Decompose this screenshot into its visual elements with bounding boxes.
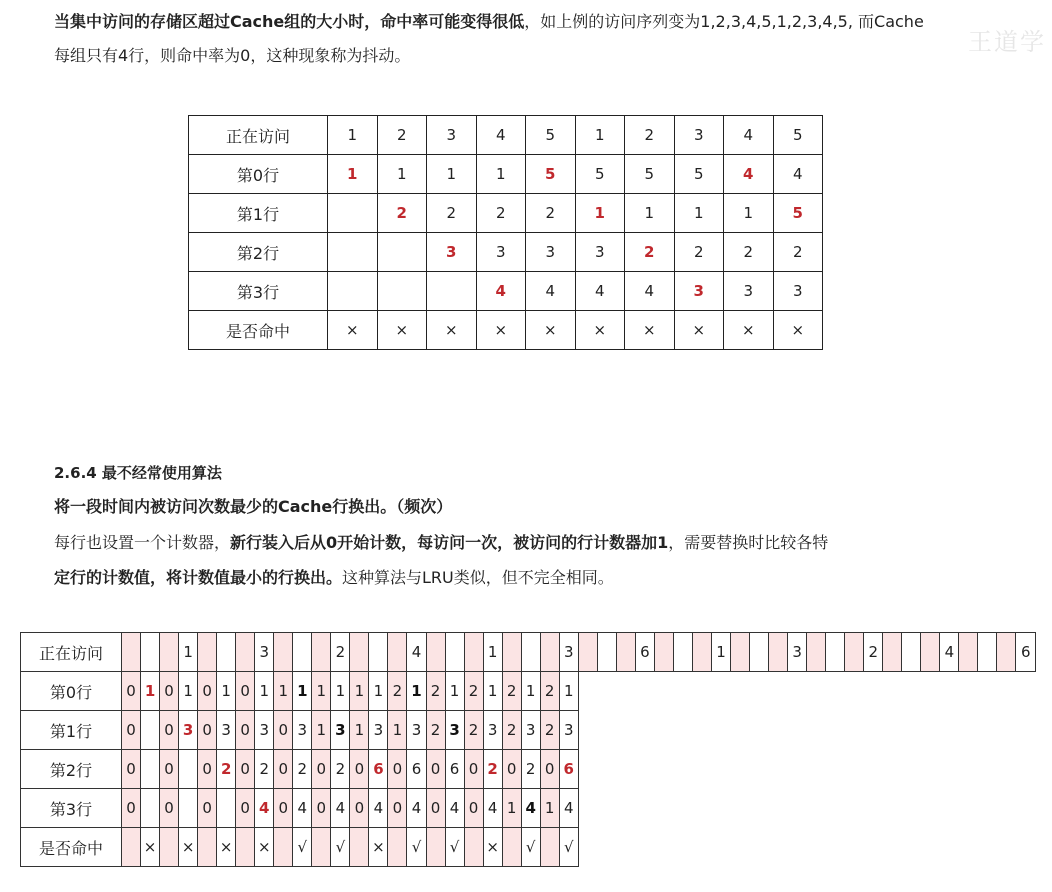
value-cell: 1 [407, 672, 426, 711]
value-cell: 3 [293, 711, 312, 750]
value-cell: 1 [255, 672, 274, 711]
value-cell [141, 633, 160, 672]
table-row [21, 750, 1036, 789]
counter-cell [312, 828, 331, 867]
table-cell: × [476, 311, 526, 350]
counter-cell: 0 [540, 750, 559, 789]
counter-cell [274, 633, 293, 672]
counter-cell [540, 633, 559, 672]
value-cell: 6 [407, 750, 426, 789]
table-row [21, 672, 1036, 711]
section-heading: 2.6.4 最不经常使用算法 [54, 464, 222, 482]
value-cell [902, 633, 921, 672]
row-header: 正在访问 [189, 116, 328, 155]
table-cell: × [773, 311, 823, 350]
value-cell: 2 [331, 750, 350, 789]
counter-cell [160, 828, 179, 867]
counter-cell: 0 [198, 672, 217, 711]
table-cell [328, 272, 378, 311]
counter-cell [312, 633, 331, 672]
thrashing-table [188, 115, 823, 350]
value-cell: 1 [711, 633, 730, 672]
table-cell: × [377, 311, 427, 350]
value-cell [217, 633, 236, 672]
table-cell: 4 [724, 116, 774, 155]
table-cell: 2 [773, 233, 823, 272]
counter-cell [236, 828, 255, 867]
counter-cell [388, 633, 407, 672]
counter-cell: 0 [236, 672, 255, 711]
p2-part-a: 定行的计数值，将计数值最小的行换出。 [54, 568, 343, 587]
counter-cell: 1 [350, 672, 369, 711]
table-cell [427, 272, 477, 311]
row-header: 正在访问 [21, 633, 122, 672]
value-cell: 3 [483, 711, 502, 750]
p2-part-b: 这种算法与LRU类似，但不完全相同。 [342, 568, 614, 587]
counter-cell: 0 [274, 750, 293, 789]
value-cell [826, 633, 845, 672]
counter-cell: 1 [312, 672, 331, 711]
table-cell: 1 [625, 194, 675, 233]
table-cell: 5 [674, 155, 724, 194]
counter-cell: 0 [236, 750, 255, 789]
counter-cell: 0 [388, 789, 407, 828]
value-cell: 3 [521, 711, 540, 750]
counter-cell: 0 [426, 750, 445, 789]
table-cell: 3 [526, 233, 576, 272]
counter-cell: 1 [388, 711, 407, 750]
table-cell [328, 233, 378, 272]
value-cell [521, 633, 540, 672]
value-cell: 4 [483, 789, 502, 828]
table-cell: 1 [674, 194, 724, 233]
value-cell [597, 633, 616, 672]
counter-cell: 0 [502, 750, 521, 789]
value-cell: 2 [521, 750, 540, 789]
value-cell [445, 633, 464, 672]
table-cell: 4 [724, 155, 774, 194]
counter-cell: 2 [502, 711, 521, 750]
counter-cell [426, 828, 445, 867]
table-cell: 5 [773, 116, 823, 155]
table-cell: × [724, 311, 774, 350]
counter-cell [388, 828, 407, 867]
table-row [189, 233, 823, 272]
counter-cell: 1 [350, 711, 369, 750]
value-cell: 1 [521, 672, 540, 711]
row-header: 第0行 [189, 155, 328, 194]
table-cell: 5 [526, 116, 576, 155]
section-subheading [54, 494, 452, 517]
row-header: 是否命中 [189, 311, 328, 350]
counter-cell [426, 633, 445, 672]
value-cell: √ [559, 828, 578, 867]
counter-cell [122, 633, 141, 672]
counter-cell [122, 828, 141, 867]
value-cell: 6 [635, 633, 654, 672]
lfu-table [20, 632, 1036, 867]
value-cell: 2 [293, 750, 312, 789]
value-cell [750, 633, 769, 672]
counter-cell [464, 633, 483, 672]
counter-cell [997, 633, 1016, 672]
table-cell: 1 [476, 155, 526, 194]
value-cell: 3 [445, 711, 464, 750]
value-cell: 4 [369, 789, 388, 828]
table-row [21, 828, 1036, 867]
table-cell: 5 [526, 155, 576, 194]
value-cell: 3 [369, 711, 388, 750]
counter-cell: 1 [274, 672, 293, 711]
table-cell: 5 [773, 194, 823, 233]
counter-cell: 0 [160, 789, 179, 828]
value-cell: × [483, 828, 502, 867]
counter-cell [350, 828, 369, 867]
value-cell: 3 [331, 711, 350, 750]
value-cell: 3 [788, 633, 807, 672]
value-cell: 1 [331, 672, 350, 711]
value-cell: 3 [255, 711, 274, 750]
counter-cell [198, 828, 217, 867]
value-cell: √ [293, 828, 312, 867]
value-cell: 4 [407, 633, 426, 672]
value-cell: × [179, 828, 198, 867]
table-cell: 1 [575, 116, 625, 155]
watermark: 王道学 [968, 28, 1046, 56]
counter-cell: 0 [312, 789, 331, 828]
value-cell: × [217, 828, 236, 867]
counter-cell [350, 633, 369, 672]
counter-cell [845, 633, 864, 672]
value-cell: 3 [255, 633, 274, 672]
value-cell: 3 [407, 711, 426, 750]
counter-cell: 1 [312, 711, 331, 750]
value-cell [141, 750, 160, 789]
row-header: 第2行 [21, 750, 122, 789]
row-header: 第0行 [21, 672, 122, 711]
counter-cell [921, 633, 940, 672]
row-header: 第1行 [189, 194, 328, 233]
counter-cell: 2 [540, 672, 559, 711]
p1-part-b: 新行装入后从0开始计数，每访问一次，被访问的行计数器加1 [230, 533, 669, 552]
counter-cell: 1 [540, 789, 559, 828]
value-cell: √ [445, 828, 464, 867]
table-row [189, 272, 823, 311]
subheading-text: 将一段时间内被访问次数最少的Cache行换出。（频次） [54, 497, 453, 516]
counter-cell: 0 [464, 750, 483, 789]
counter-cell: 0 [198, 789, 217, 828]
table-cell: 2 [476, 194, 526, 233]
value-cell [179, 750, 198, 789]
value-cell: 2 [483, 750, 502, 789]
value-cell: 4 [331, 789, 350, 828]
counter-cell: 0 [122, 750, 141, 789]
counter-cell: 2 [502, 672, 521, 711]
table-cell: 2 [724, 233, 774, 272]
table-cell: × [427, 311, 477, 350]
intro-line-2: 每组只有4行，则命中率为0，这种现象称为抖动。 [54, 46, 411, 65]
value-cell [141, 789, 160, 828]
value-cell: 6 [369, 750, 388, 789]
counter-cell [502, 633, 521, 672]
value-cell [673, 633, 692, 672]
table-row [21, 789, 1036, 828]
table-cell: 3 [674, 116, 724, 155]
value-cell: 6 [1016, 633, 1036, 672]
table-cell: 5 [625, 155, 675, 194]
table-cell: 3 [427, 116, 477, 155]
table-cell: 3 [724, 272, 774, 311]
counter-cell [883, 633, 902, 672]
intro-line-1 [54, 9, 924, 32]
row-header: 是否命中 [21, 828, 122, 867]
counter-cell: 1 [502, 789, 521, 828]
value-cell: 6 [559, 750, 578, 789]
table-row [189, 155, 823, 194]
value-cell: 1 [483, 633, 502, 672]
counter-cell: 0 [464, 789, 483, 828]
table-cell: × [625, 311, 675, 350]
counter-cell: 0 [350, 789, 369, 828]
table-cell: 2 [427, 194, 477, 233]
value-cell: 4 [521, 789, 540, 828]
table-cell [377, 272, 427, 311]
value-cell: 4 [559, 789, 578, 828]
table-cell: × [526, 311, 576, 350]
table-cell: 2 [625, 233, 675, 272]
table-cell: 3 [427, 233, 477, 272]
table-cell: 1 [427, 155, 477, 194]
table-cell: 3 [674, 272, 724, 311]
table-cell: 5 [575, 155, 625, 194]
intro-rest-text: ，如上例的访问序列变为1,2,3,4,5,1,2,3,4,5, 而Cache [524, 12, 924, 31]
value-cell: × [255, 828, 274, 867]
counter-cell [654, 633, 673, 672]
counter-cell [198, 633, 217, 672]
table-row [189, 116, 823, 155]
value-cell: 6 [445, 750, 464, 789]
counter-cell [731, 633, 750, 672]
table-cell: 4 [575, 272, 625, 311]
table-cell: 4 [476, 116, 526, 155]
value-cell: 1 [179, 672, 198, 711]
counter-cell [464, 828, 483, 867]
counter-cell: 0 [274, 789, 293, 828]
counter-cell [502, 828, 521, 867]
counter-cell: 0 [388, 750, 407, 789]
table-cell: 1 [724, 194, 774, 233]
counter-cell: 0 [426, 789, 445, 828]
value-cell: 3 [179, 711, 198, 750]
table-cell: 2 [526, 194, 576, 233]
counter-cell: 0 [350, 750, 369, 789]
p1-part-c: ，需要替换时比较各特 [668, 533, 829, 552]
value-cell: × [141, 828, 160, 867]
table-row [189, 194, 823, 233]
value-cell: 4 [293, 789, 312, 828]
counter-cell: 0 [122, 789, 141, 828]
table-cell [328, 194, 378, 233]
table-cell: 1 [328, 155, 378, 194]
value-cell: 4 [255, 789, 274, 828]
value-cell [217, 789, 236, 828]
value-cell: 2 [255, 750, 274, 789]
counter-cell: 0 [160, 750, 179, 789]
table-row [21, 633, 1036, 672]
table-cell: 4 [526, 272, 576, 311]
table-cell: 1 [575, 194, 625, 233]
counter-cell: 2 [426, 711, 445, 750]
value-cell: 1 [217, 672, 236, 711]
row-header: 第2行 [189, 233, 328, 272]
counter-cell [274, 828, 293, 867]
counter-cell: 2 [464, 672, 483, 711]
value-cell: × [369, 828, 388, 867]
intro-bold-text: 当集中访问的存储区超过Cache组的大小时，命中率可能变得很低 [54, 12, 525, 31]
value-cell: 3 [559, 711, 578, 750]
value-cell: √ [521, 828, 540, 867]
table-row [189, 311, 823, 350]
counter-cell [807, 633, 826, 672]
counter-cell [540, 828, 559, 867]
table-cell: 4 [476, 272, 526, 311]
section-paragraph-2 [54, 565, 614, 588]
value-cell: 1 [141, 672, 160, 711]
counter-cell: 0 [236, 789, 255, 828]
table-cell: 2 [674, 233, 724, 272]
value-cell: 2 [331, 633, 350, 672]
counter-cell: 0 [122, 711, 141, 750]
table-cell: 3 [476, 233, 526, 272]
row-header: 第1行 [21, 711, 122, 750]
table-cell: × [575, 311, 625, 350]
table-cell: × [328, 311, 378, 350]
table-cell [377, 233, 427, 272]
table-row [21, 711, 1036, 750]
value-cell: 1 [369, 672, 388, 711]
counter-cell [616, 633, 635, 672]
table-cell: 1 [377, 155, 427, 194]
counter-cell: 0 [198, 750, 217, 789]
value-cell: 4 [407, 789, 426, 828]
value-cell [978, 633, 997, 672]
section-paragraph-1 [54, 530, 828, 553]
counter-cell: 0 [160, 672, 179, 711]
counter-cell: 0 [236, 711, 255, 750]
table-cell: 1 [328, 116, 378, 155]
counter-cell: 2 [388, 672, 407, 711]
row-header: 第3行 [21, 789, 122, 828]
counter-cell: 2 [540, 711, 559, 750]
value-cell [179, 789, 198, 828]
table-cell: 4 [625, 272, 675, 311]
counter-cell: 0 [122, 672, 141, 711]
table-cell: 3 [773, 272, 823, 311]
table-cell: 2 [625, 116, 675, 155]
value-cell: 3 [559, 633, 578, 672]
table-cell: 2 [377, 194, 427, 233]
table-cell: × [674, 311, 724, 350]
counter-cell: 0 [198, 711, 217, 750]
value-cell: √ [331, 828, 350, 867]
value-cell: 1 [445, 672, 464, 711]
row-header: 第3行 [189, 272, 328, 311]
counter-cell [236, 633, 255, 672]
value-cell: 3 [217, 711, 236, 750]
counter-cell: 0 [160, 711, 179, 750]
counter-cell [769, 633, 788, 672]
value-cell: 2 [864, 633, 883, 672]
counter-cell [160, 633, 179, 672]
counter-cell [578, 633, 597, 672]
counter-cell: 2 [426, 672, 445, 711]
counter-cell: 2 [464, 711, 483, 750]
counter-cell [959, 633, 978, 672]
value-cell: 1 [559, 672, 578, 711]
counter-cell [692, 633, 711, 672]
value-cell: 4 [445, 789, 464, 828]
counter-cell: 0 [274, 711, 293, 750]
counter-cell: 0 [312, 750, 331, 789]
value-cell: 1 [293, 672, 312, 711]
value-cell: 4 [940, 633, 959, 672]
value-cell: 2 [217, 750, 236, 789]
value-cell [293, 633, 312, 672]
value-cell: 1 [483, 672, 502, 711]
value-cell [141, 711, 160, 750]
table-cell: 3 [575, 233, 625, 272]
table-cell: 2 [377, 116, 427, 155]
table-cell: 4 [773, 155, 823, 194]
value-cell [369, 633, 388, 672]
value-cell: 1 [179, 633, 198, 672]
p1-part-a: 每行也设置一个计数器， [54, 533, 231, 552]
value-cell: √ [407, 828, 426, 867]
